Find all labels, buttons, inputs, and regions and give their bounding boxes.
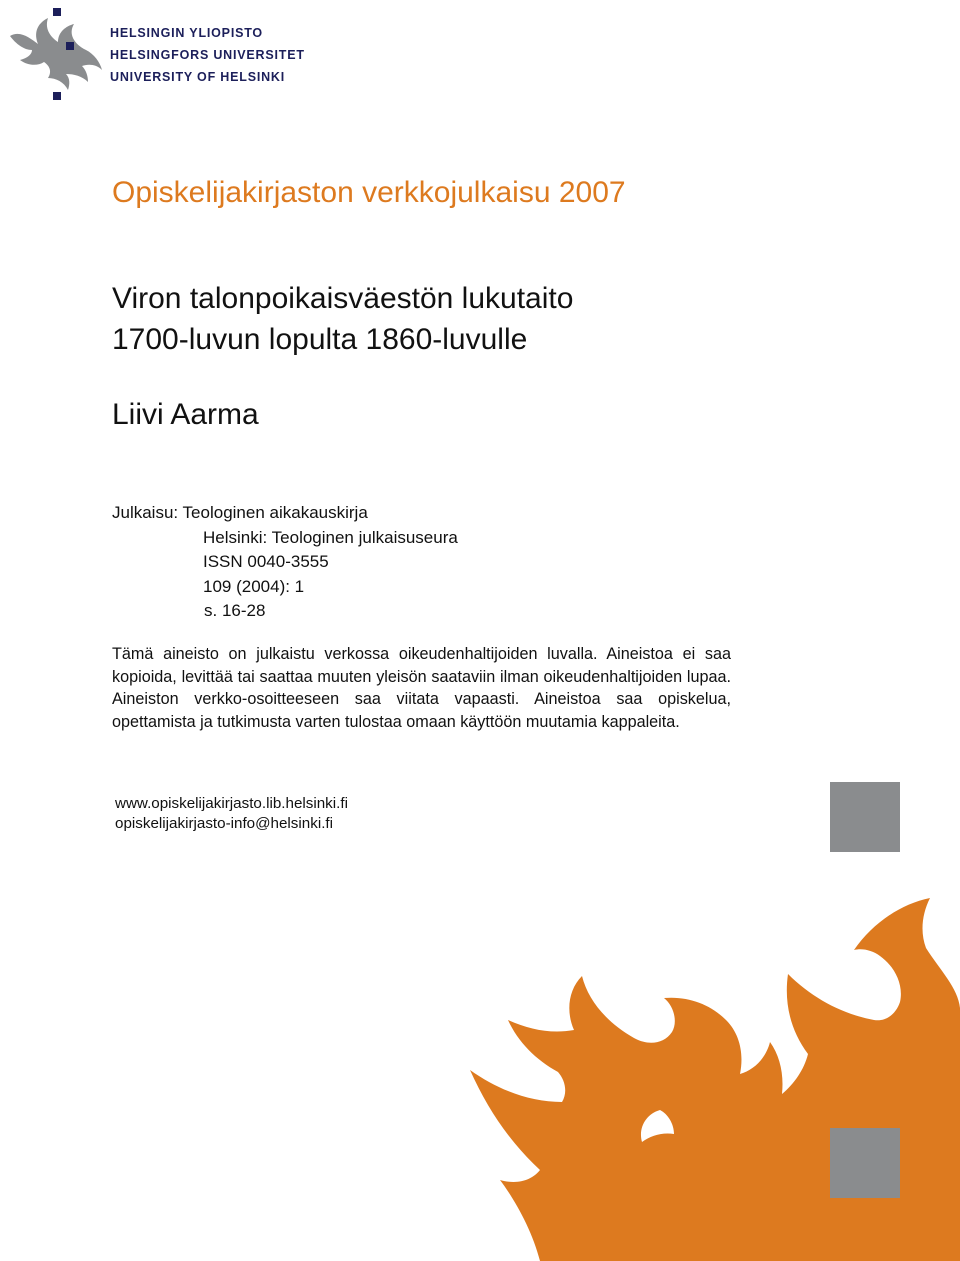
document-title [112, 278, 573, 360]
publication-journal: Julkaisu: Teologinen aikakauskirja [112, 503, 368, 522]
email-link[interactable]: opiskelijakirjasto-info@helsinki.fi [115, 815, 334, 832]
publication-info [112, 501, 458, 624]
publication-publisher: Helsinki: Teologinen julkaisuseura [203, 527, 458, 547]
publication-issn: ISSN 0040-3555 [203, 552, 329, 571]
title-line-1: Viron talonpoikaisväestön lukutaito [112, 282, 574, 315]
logo-line-finnish: HELSINGIN YLIOPISTO [110, 26, 263, 40]
logo-line-swedish: HELSINGFORS UNIVERSITET [110, 48, 305, 62]
rights-statement: Tämä aineisto on julkaistu verkossa oikeudenhaltijoiden luvalla. Aineistoa ei saa kopioida, levittää tai saattaa muuten yleisön saataviin ilman oikeudenhaltijoiden lupaa. Aineiston verkko-osoitteeseen saa viitata vapaasti. Aineistoa saa opiskelua, opettamista ja tutkimusta varten tulostaa omaan käyttöön muutamia kappaleita. [112, 645, 731, 731]
title-line-2: 1700-luvun lopulta 1860-luvulle [112, 323, 528, 356]
decorative-gray-square-bottom [830, 1128, 900, 1198]
author-name: Liivi Aarma [112, 398, 259, 431]
university-name-logo [110, 22, 305, 88]
decorative-flame-graphic [470, 880, 960, 1261]
university-flame-logo-icon [8, 8, 104, 100]
publication-volume: 109 (2004): 1 [203, 576, 305, 596]
publication-pages: s. 16-28 [204, 601, 266, 620]
website-link[interactable]: www.opiskelijakirjasto.lib.helsinki.fi [115, 795, 348, 812]
series-title: Opiskelijakirjaston verkkojulkaisu 2007 [112, 176, 626, 209]
decorative-gray-square-top [830, 782, 900, 852]
logo-line-english: UNIVERSITY OF HELSINKI [110, 70, 286, 84]
contact-links [115, 794, 348, 834]
